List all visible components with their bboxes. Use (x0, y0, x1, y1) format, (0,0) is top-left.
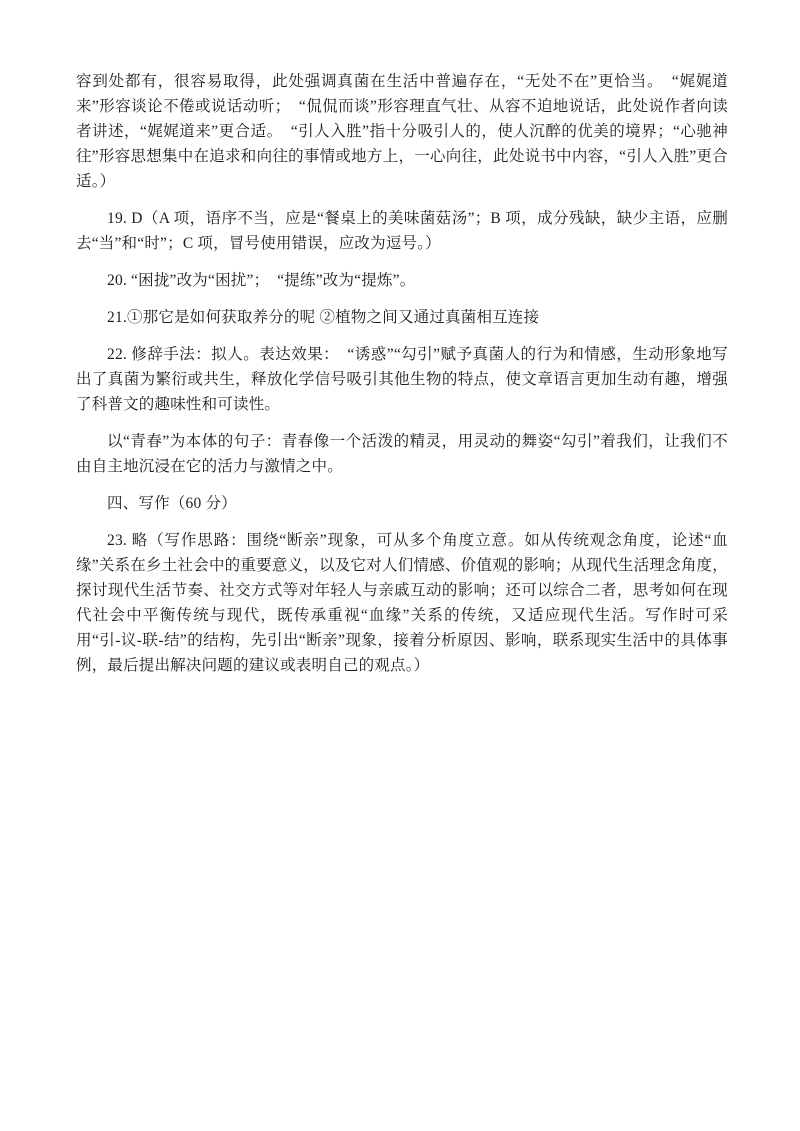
paragraph-answer-22: 22. 修辞手法：拟人。表达效果： “诱惑”“勾引”赋予真菌人的行为和情感，生动形象地写出了真菌为繁衍或共生，释放化学信号吸引其他生物的特点，使文章语言更加生动有趣，增强了科普文的趣味性和可读性。 (76, 346, 728, 413)
paragraph-answer-21: 21.①那它是如何获取养分的呢 ②植物之间又通过真菌相互连接 (107, 309, 540, 326)
paragraph-answer-20: 20. “困拢”改为“困扰”； “提练”改为“提炼”。 (107, 272, 416, 289)
paragraph-answer-18-continuation: 容到处都有，很容易取得，此处强调真菌在生活中普遍存在，“无处不在”更恰当。 “娓娓道来”形容谈论不倦或说话动听； “侃侃而谈”形容理直气壮、从容不迫地说话，此处说作者向读者讲述，“娓娓道来”更合适。 “引人入胜”指十分吸引人的，使人沉醉的优美的境界；“心驰神往”形容思想集中在追求和向往的事情或地方上，一心向往，此处说书中内容，“引人入胜”更合适。） (76, 73, 728, 190)
document-body (76, 69, 728, 678)
section-heading-writing: 四、写作（60 分） (107, 495, 237, 512)
paragraph-answer-23: 23. 略（写作思路：围绕“断亲”现象，可从多个角度立意。如从传统观念角度，论述“血缘”关系在乡土社会中的重要意义，以及它对人们情感、价值观的影响；从现代生活理念角度，探讨现代生活节奏、社交方式等对年轻人与亲戚互动的影响；还可以综合二者，思考如何在现代社会中平衡传统与现代，既传承重视“血缘”关系的传统，又适应现代生活。写作时可采用“引-议-联-结”的结构，先引出“断亲”现象，接着分析原因、影响，联系现实生活中的具体事例，最后提出解决问题的建议或表明自己的观点。） (76, 532, 728, 674)
paragraph-answer-19: 19. D（A 项，语序不当，应是“餐桌上的美味菌菇汤”；B 项，成分残缺，缺少主语，应删去“当”和“时”；C 项，冒号使用错误，应改为逗号。） (76, 210, 728, 252)
paragraph-answer-22-example-sentence: 以“青春”为本体的句子：青春像一个活泼的精灵，用灵动的舞姿“勾引”着我们，让我们不由自主地沉浸在它的活力与激情之中。 (76, 433, 728, 475)
